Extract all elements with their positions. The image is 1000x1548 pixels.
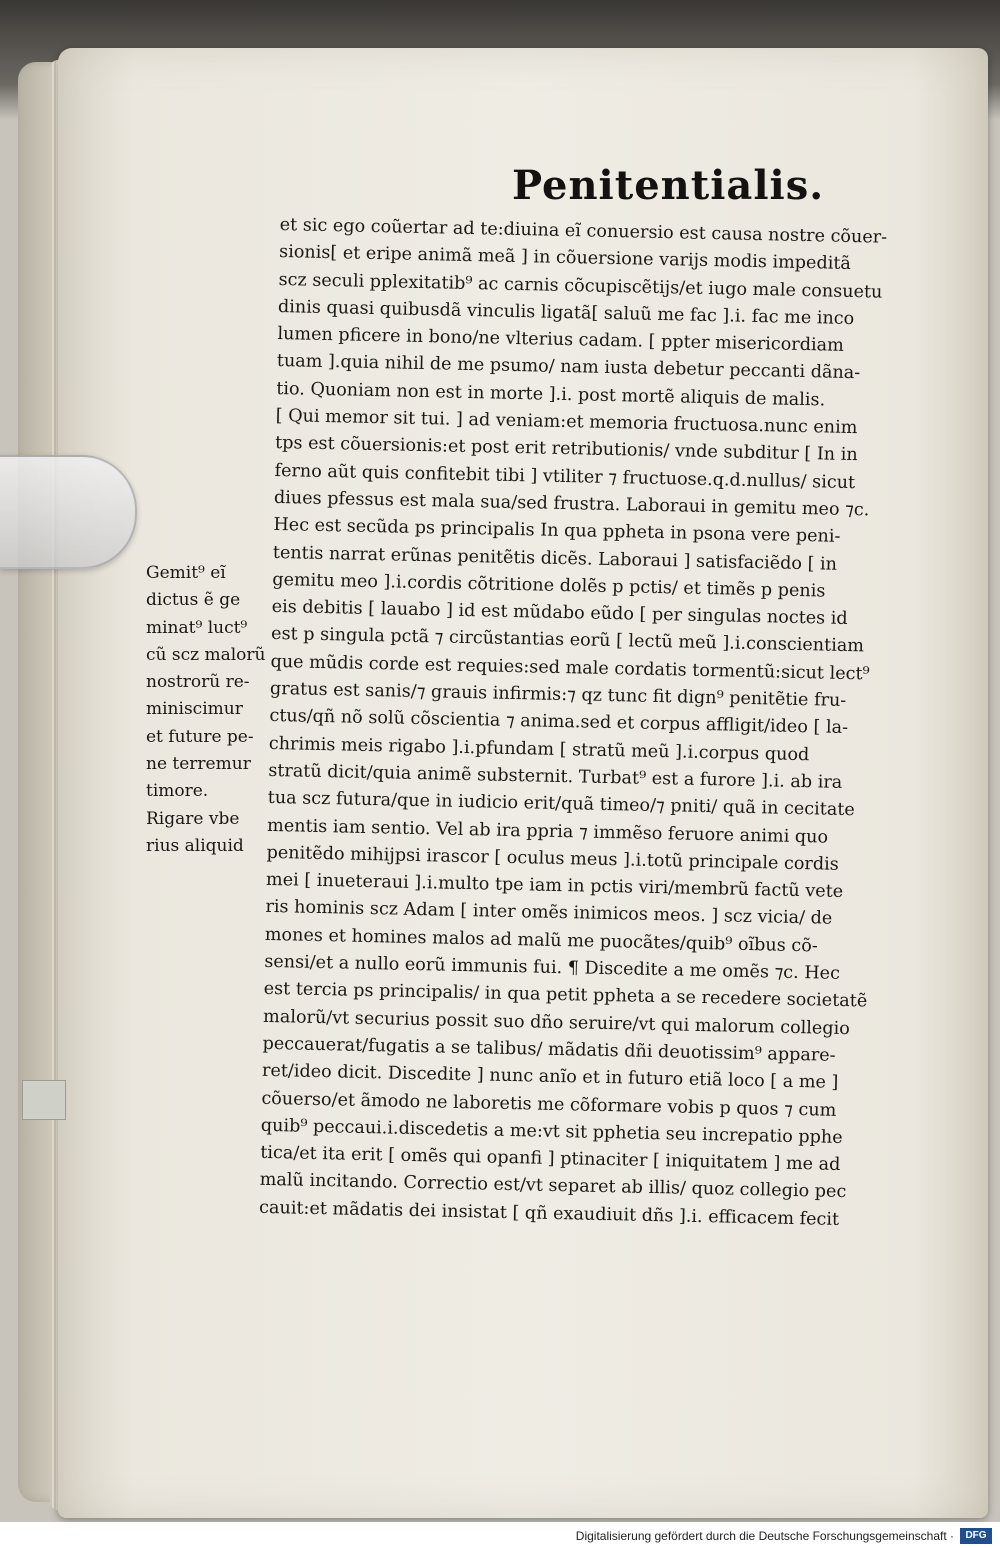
margin-gloss — [146, 560, 271, 860]
text-line: mones et homines malos ad malũ me puocãtes/quib⁹ oĩbus cõ- — [264, 924, 818, 957]
page-heading: Penitentialis. — [512, 162, 825, 209]
text-line: tuam ].quia nihil de me psumo/ nam iusta debetur peccanti dãna- — [276, 351, 861, 384]
text-line: quib⁹ peccaui.i.discedetis a me:vt sit pphetia seu increpatio pphe — [260, 1115, 843, 1148]
text-line: diues pfessus est mala sua/sed frustra. Laboraui in gemitu meo ⁊c. — [273, 487, 870, 521]
gloss-line: nostrorũ re- — [146, 672, 250, 693]
text-line: ris hominis scz Adam [ inter omẽs inimicos meos. ] scz vicia/ de — [265, 897, 833, 930]
text-line: ctus/qñ nõ solũ cõscientia ⁊ anima.sed et corpus affligit/ideo [ la- — [269, 706, 849, 739]
text-line: peccauerat/fugatis a se talibus/ mãdatis dñi deuotissim⁹ appare- — [262, 1033, 836, 1066]
text-line: Hec est secũda ps principalis In qua ppheta in psona vere peni- — [273, 515, 841, 548]
text-line: lumen pficere in bono/ne vlterius cadam. [ ppter misericordiam — [277, 324, 844, 357]
text-line: [ Qui memor sit tui. ] ad veniam:et memoria fructuosa.nunc enim — [275, 406, 858, 439]
gloss-line: Rigare vbe — [146, 808, 240, 829]
gloss-line: minat⁹ luct⁹ — [146, 617, 248, 638]
text-line: mei [ inueteraui ].i.multo tpe iam in pctis viri/membrũ factũ vete — [265, 869, 844, 903]
text-line: sionis[ et eripe animã meã ] in cõuersione varijs modis impeditã — [278, 242, 852, 275]
text-line: dinis quasi quibusdã vinculis ligatã[ saluũ me fac ].i. fac me inco — [277, 296, 855, 329]
text-line: gemitu meo ].i.cordis cõtritione dolẽs p pctis/ et timẽs p penis — [272, 569, 826, 602]
gloss-line: ne terremur — [146, 754, 251, 775]
binding-strap — [22, 1080, 66, 1120]
text-line: penitẽdo mihijpsi irascor [ oculus meus ].i.totũ principale cordis — [266, 842, 839, 875]
gloss-line: miniscimur — [146, 699, 243, 720]
gloss-line: dictus ẽ ge — [146, 590, 241, 611]
text-line: chrimis meis rigabo ].i.pfundam [ stratũ meũ ].i.corpus quod — [268, 733, 810, 765]
main-text-block — [259, 212, 950, 1236]
text-line: cõuerso/et ãmodo ne laboretis me cõformare vobis p quos ⁊ cum — [261, 1088, 837, 1121]
text-line: gratus est sanis/⁊ grauis infirmis:⁊ qz tunc fit dign⁹ penitẽtie fru- — [269, 678, 847, 712]
text-line: et sic ego coũertar ad te:diuina eĩ conuersio est causa nostre cõuer- — [279, 214, 888, 248]
text-line: tua scz futura/que in iudicio erit/quã timeo/⁊ pniti/ quã in cecitate — [267, 788, 855, 821]
text-line: scz seculi pplexitatib⁹ ac carnis cõcupiscẽtijs/et iugo male consuetu — [278, 269, 883, 303]
gloss-line: cũ scz malorũ — [146, 644, 266, 665]
gloss-line: Gemit⁹ eĩ — [146, 563, 226, 583]
footer-bar — [0, 1522, 1000, 1548]
text-line: tio. Quoniam non est in morte ].i. post mortẽ aliquis de malis. — [276, 378, 826, 411]
gloss-line: et future pe- — [146, 726, 254, 747]
plastic-page-clip — [0, 455, 137, 569]
text-line: sensi/et a nullo eorũ immunis fui. ¶ Discedite a me omẽs ⁊c. Hec — [264, 951, 841, 984]
text-line: tica/et ita erit [ omẽs qui opanfi ] ptinaciter [ iniquitatem ] me ad — [260, 1142, 841, 1176]
text-line: eis debitis [ lauabo ] id est mũdabo eũdo [ per singulas noctes id — [271, 597, 848, 630]
gloss-line: rius aliquid — [146, 835, 244, 856]
text-line: malũ incitando. Correctio est/vt separet ab illis/ quoz collegio pec — [259, 1170, 847, 1203]
text-line: est p singula pctã ⁊ circũstantias eorũ [ lectũ meũ ].i.conscientiam — [270, 624, 865, 657]
text-line: ret/ideo dicit. Discedite ] nunc anĩo et in futuro etiã loco [ a me ] — [261, 1061, 839, 1094]
text-line: stratũ dicit/quia animẽ substernit. Turbat⁹ est a furore ].i. ab ira — [268, 760, 843, 793]
text-line: ferno aũt quis confitebit tibi ] vtiliter ⁊ fructuose.q.d.nullus/ sicut — [274, 460, 856, 493]
text-line: que mũdis corde est requies:sed male cordatis tormentũ:sicut lect⁹ — [270, 651, 870, 685]
gloss-line: timore. — [146, 781, 209, 802]
text-line: cauit:et mãdatis dei insistat [ qñ exaudiuit dñs ].i. efficacem fecit — [258, 1197, 840, 1230]
text-line: tentis narrat erũnas penitẽtis dicẽs. Laboraui ] satisfaciẽdo [ in — [272, 542, 838, 575]
text-line: est tercia ps principalis/ in qua petit ppheta a se recedere societatẽ — [263, 979, 868, 1012]
text-line: mentis iam sentio. Vel ab ira ppria ⁊ immẽso feruore animi quo — [266, 815, 829, 848]
footer-credit: Digitalisierung gefördert durch die Deutsche Forschungsgemeinschaft · — [575, 1529, 954, 1543]
dfg-logo-icon: DFG — [960, 1528, 992, 1544]
text-line: malorũ/vt securius possit suo dño seruire/vt qui malorum collegio — [262, 1006, 851, 1039]
text-line: tps est cõuersionis:et post erit retributionis/ vnde subditur [ In in — [274, 433, 858, 466]
